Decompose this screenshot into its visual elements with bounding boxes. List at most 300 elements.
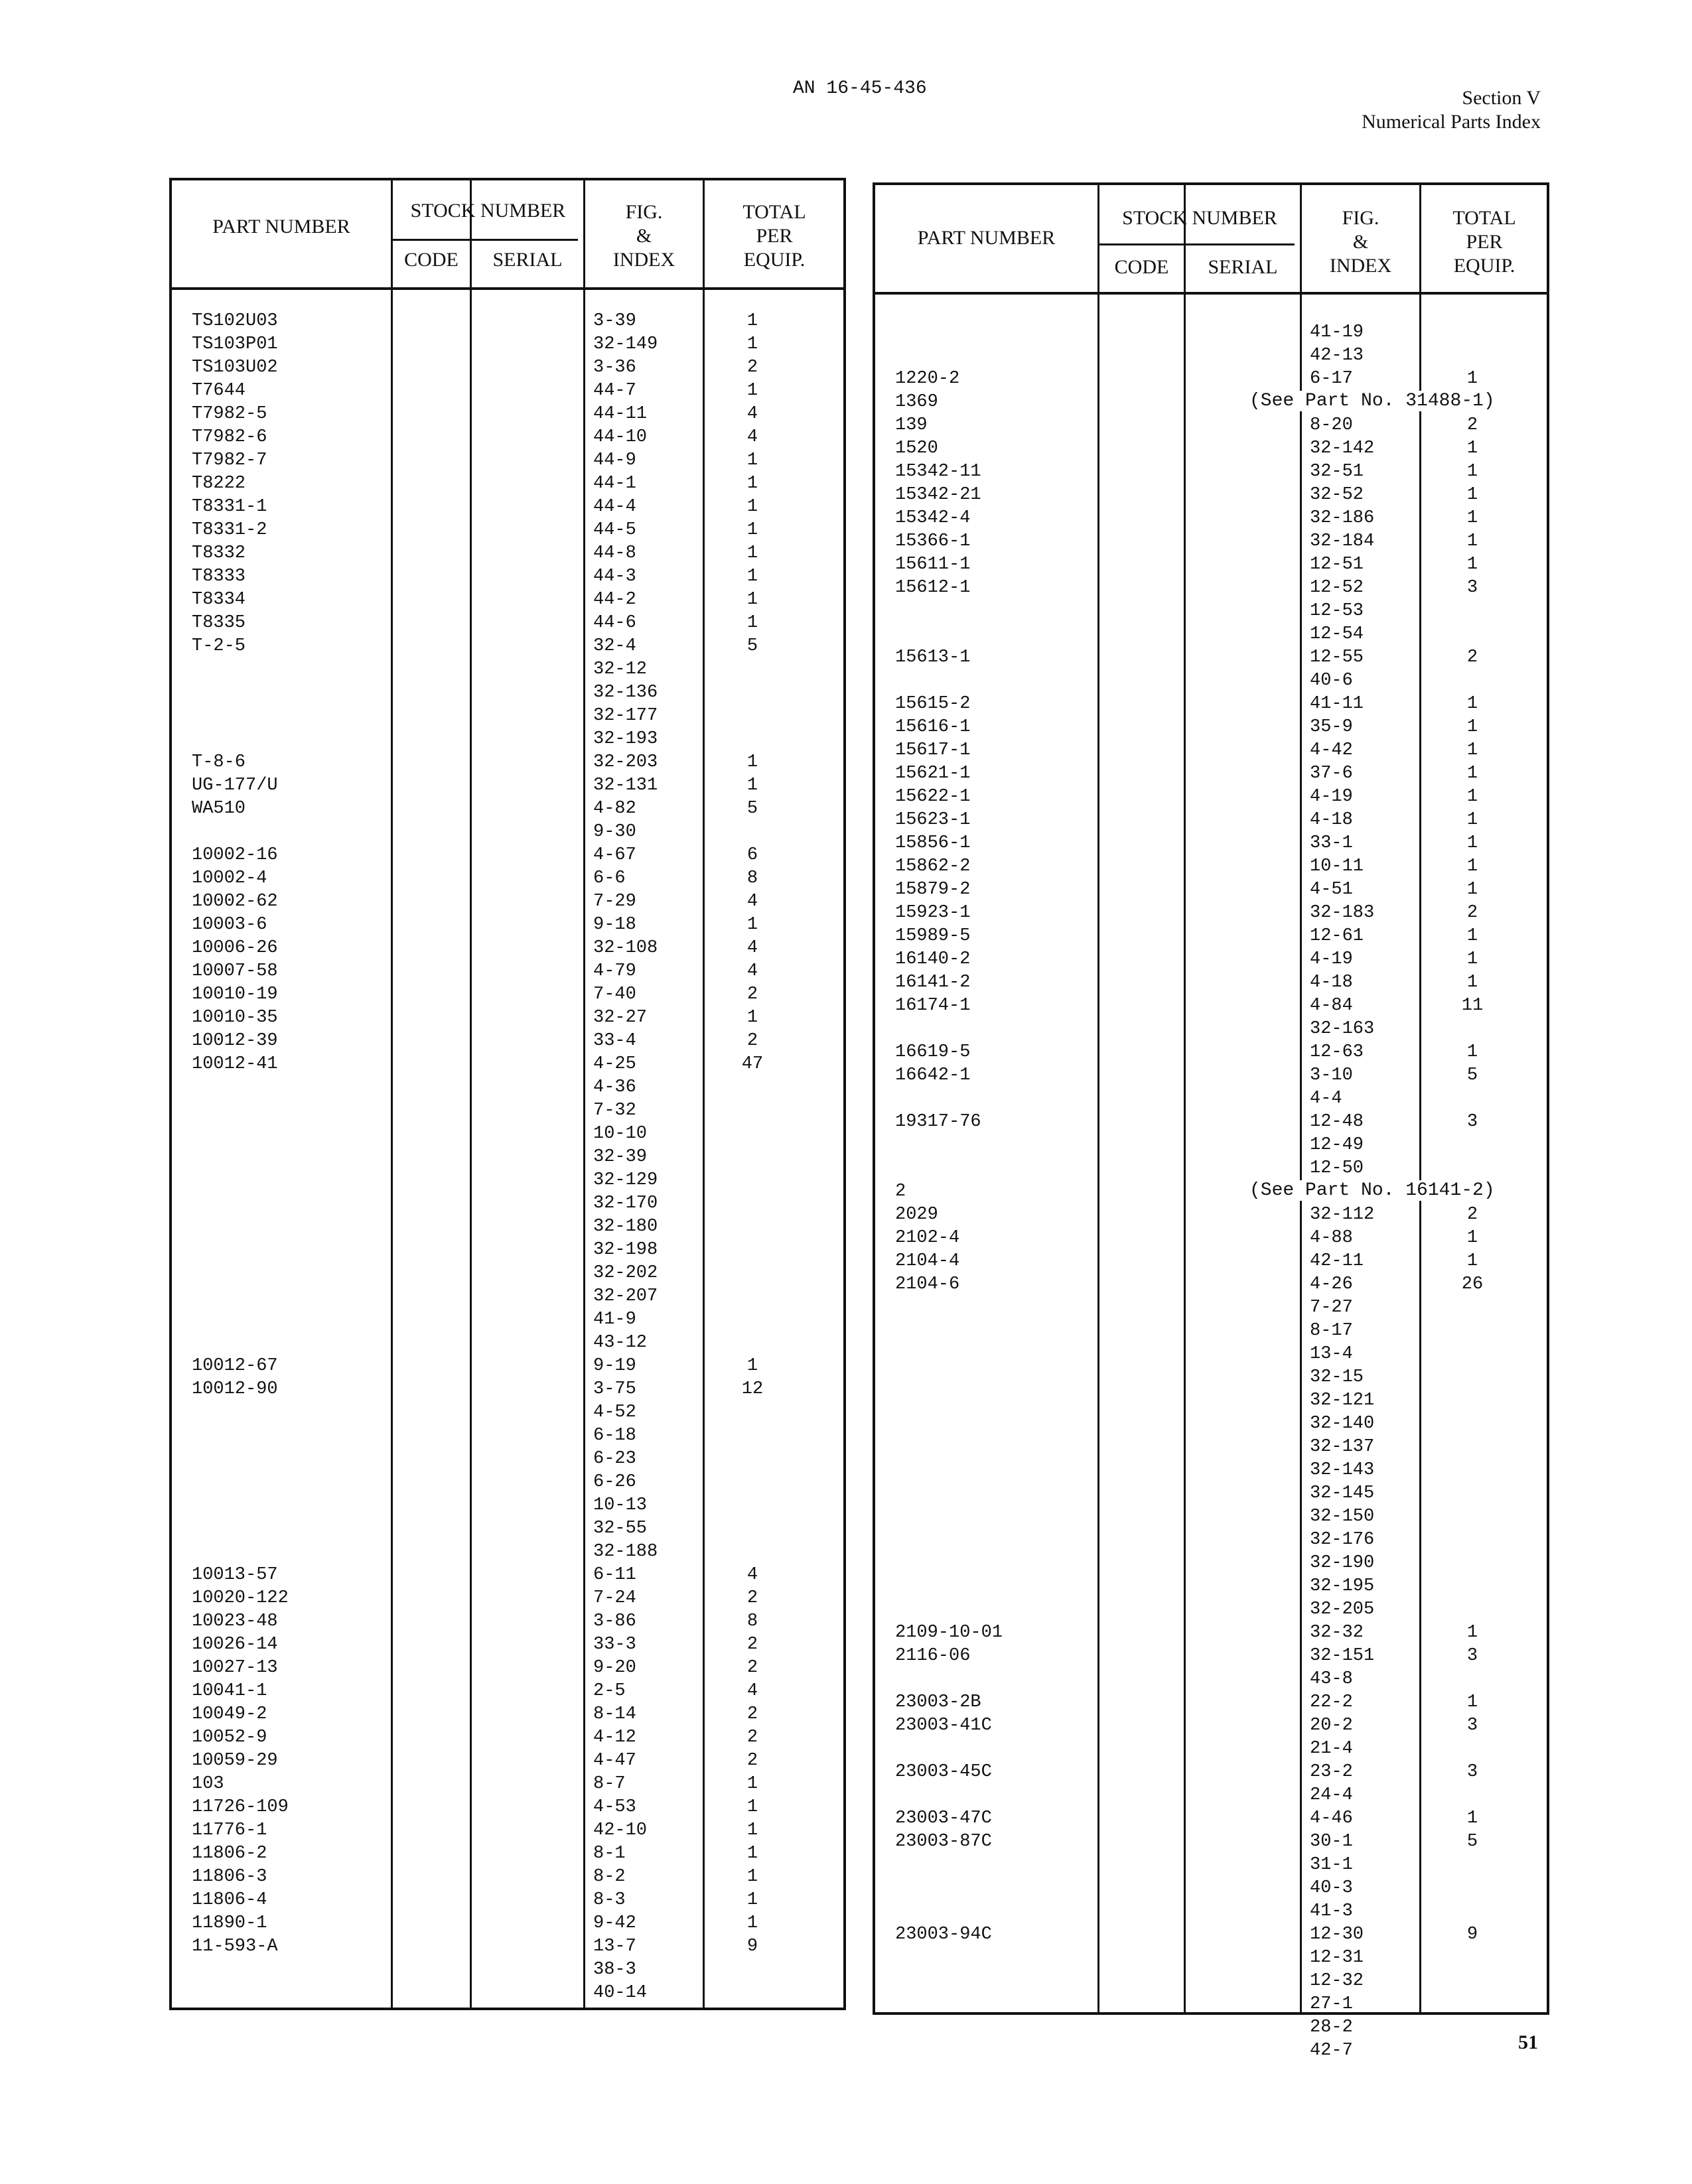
part-number-cell: 10023-48: [192, 1611, 278, 1631]
header-stock-number: STOCK NUMBER: [1122, 207, 1277, 229]
fig-index-cell: 4-19: [1310, 787, 1353, 807]
header-code: CODE: [1114, 256, 1169, 278]
part-number-cell: 15611-1: [895, 555, 971, 575]
part-number-cell: [895, 1529, 1094, 1552]
part-number-cell: [192, 1308, 384, 1331]
fig-index-cell: 40-3: [1310, 1878, 1353, 1898]
fig-index-cell: 7-32: [593, 1101, 636, 1121]
fig-index-cell: 32-131: [593, 776, 658, 795]
total-cell: [716, 1471, 789, 1494]
total-cell: 1: [746, 1820, 758, 1840]
part-number-cell: [895, 1018, 1094, 1041]
document-number: AN 16-45-436: [793, 78, 927, 99]
total-cell: 2: [1466, 415, 1478, 435]
part-number-cell: 15856-1: [895, 833, 971, 853]
part-number-cell: [895, 344, 1094, 368]
total-cell: 1: [746, 450, 758, 470]
part-number-cell: [192, 705, 384, 728]
total-cell: [1429, 623, 1516, 646]
fig-index-cell: 13-7: [593, 1937, 636, 1956]
fig-index-cell: 4-18: [1310, 810, 1353, 830]
fig-index-cell: 32-176: [1310, 1530, 1375, 1550]
total-cell: [1429, 600, 1516, 623]
total-cell: 4: [746, 938, 758, 958]
total-cell: [716, 1424, 789, 1448]
fig-index-cell: 32-108: [593, 938, 658, 958]
part-number-cell: [895, 1412, 1094, 1436]
fig-index-cell: 6-26: [593, 1472, 636, 1492]
fig-index-cell: 32-140: [1310, 1414, 1375, 1434]
part-number-cell: 11806-3: [192, 1867, 267, 1887]
section-title: Numerical Parts Index: [1362, 111, 1541, 133]
fig-index-cell: 32-39: [593, 1147, 648, 1167]
see-part-note: (See Part No. 16141-2): [1247, 1180, 1498, 1201]
part-number-cell: 10006-26: [192, 938, 278, 958]
part-number-cell: 11806-4: [192, 1890, 267, 1910]
fig-index-cell: 32-4: [593, 636, 636, 656]
total-cell: [1429, 1668, 1516, 1691]
total-cell: [1429, 2039, 1516, 2063]
part-number-cell: [895, 1389, 1094, 1412]
total-cell: 1: [1466, 485, 1478, 505]
part-number-cell: 23003-47C: [895, 1809, 992, 1828]
fig-index-cell: 30-1: [1310, 1832, 1353, 1852]
fig-index-cell: 32-12: [593, 659, 648, 679]
total-cell: 1: [1466, 949, 1478, 969]
fig-index-cell: 41-19: [1310, 322, 1364, 342]
part-number-cell: 2: [895, 1182, 906, 1201]
part-number-cell: [192, 1331, 384, 1355]
total-cell: 26: [1461, 1274, 1484, 1294]
total-cell: 9: [746, 1937, 758, 1956]
fig-index-cell: 12-63: [1310, 1042, 1364, 1062]
part-number-cell: 16619-5: [895, 1042, 971, 1062]
fig-index-cell: 44-4: [593, 497, 636, 517]
part-number-cell: [192, 1401, 384, 1424]
part-number-cell: T8222: [192, 474, 246, 494]
fig-index-cell: 4-84: [1310, 996, 1353, 1016]
total-cell: [716, 1448, 789, 1471]
fig-index-cell: 32-177: [593, 706, 658, 726]
total-cell: 8: [746, 1611, 758, 1631]
fig-index-cell: 32-137: [1310, 1437, 1375, 1457]
part-number-cell: [192, 1169, 384, 1192]
total-cell: 2: [746, 1751, 758, 1771]
total-cell: 1: [1466, 717, 1478, 737]
fig-index-cell: 32-51: [1310, 462, 1364, 482]
fig-index-cell: 4-25: [593, 1054, 636, 1074]
total-cell: 9: [1466, 1925, 1478, 1945]
fig-index-cell: 32-207: [593, 1286, 658, 1306]
section-header: [1362, 86, 1541, 134]
total-cell: 1: [746, 497, 758, 517]
part-number-cell: [895, 1598, 1094, 1621]
right-part-number-column: [895, 321, 1094, 2063]
fig-index-cell: 41-3: [1310, 1901, 1353, 1921]
part-number-cell: 19317-76: [895, 1112, 981, 1132]
fig-index-cell: 12-61: [1310, 926, 1364, 946]
part-number-cell: [192, 1517, 384, 1540]
part-number-cell: [895, 1134, 1094, 1157]
part-number-cell: 11726-109: [192, 1797, 289, 1817]
total-cell: [1429, 1529, 1516, 1552]
header-stock-number: STOCK NUMBER: [410, 200, 566, 222]
fig-index-cell: 9-19: [593, 1356, 636, 1376]
total-cell: [1429, 321, 1516, 344]
total-cell: 1: [746, 567, 758, 586]
part-number-cell: 15616-1: [895, 717, 971, 737]
part-number-cell: [895, 669, 1094, 693]
part-number-cell: [192, 1192, 384, 1215]
part-number-cell: [895, 321, 1094, 344]
header-code: CODE: [404, 249, 458, 271]
total-cell: 1: [746, 1774, 758, 1794]
part-number-cell: 1520: [895, 439, 938, 458]
fig-index-cell: 43-12: [593, 1333, 648, 1353]
total-cell: 1: [746, 1867, 758, 1887]
total-cell: 3: [1466, 1762, 1478, 1782]
total-cell: 1: [746, 1844, 758, 1864]
part-number-cell: 23003-45C: [895, 1762, 992, 1782]
fig-index-cell: 9-42: [593, 1913, 636, 1933]
total-cell: 1: [1466, 926, 1478, 946]
part-number-cell: 15862-2: [895, 856, 971, 876]
header-part-number: PART NUMBER: [212, 216, 350, 238]
fig-index-cell: 42-13: [1310, 346, 1364, 366]
fig-index-cell: 32-150: [1310, 1507, 1375, 1527]
fig-index-cell: 13-4: [1310, 1344, 1353, 1364]
part-number-cell: 10012-67: [192, 1356, 278, 1376]
fig-index-cell: 9-18: [593, 915, 636, 935]
part-number-cell: T7644: [192, 381, 246, 401]
total-cell: 1: [1466, 1623, 1478, 1643]
part-number-cell: 23003-94C: [895, 1925, 992, 1945]
total-cell: 1: [746, 1890, 758, 1910]
left-part-number-column: [192, 310, 384, 2005]
total-cell: [1429, 1134, 1516, 1157]
part-number-cell: T7982-7: [192, 450, 267, 470]
part-number-cell: 10003-6: [192, 915, 267, 935]
total-cell: 2: [746, 1635, 758, 1655]
fig-index-cell: 12-53: [1310, 601, 1364, 621]
part-number-cell: [895, 1157, 1094, 1180]
part-number-cell: T-2-5: [192, 636, 246, 656]
part-number-cell: 2109-10-01: [895, 1623, 1003, 1643]
total-cell: [1429, 1389, 1516, 1412]
part-number-cell: 11890-1: [192, 1913, 267, 1933]
part-number-cell: [192, 728, 384, 751]
fig-index-cell: 43-8: [1310, 1669, 1353, 1689]
total-cell: [716, 705, 789, 728]
fig-index-cell: 32-52: [1310, 485, 1364, 505]
total-cell: 1: [1466, 1228, 1478, 1248]
part-number-cell: [895, 2039, 1094, 2063]
part-number-cell: 15621-1: [895, 764, 971, 784]
part-number-cell: [895, 2016, 1094, 2039]
part-number-cell: 1220-2: [895, 369, 960, 389]
fig-index-cell: 2-5: [593, 1681, 626, 1701]
left-parts-table: [169, 178, 846, 2010]
part-number-cell: TS102U03: [192, 311, 278, 331]
part-number-cell: [895, 1993, 1094, 2016]
fig-index-cell: 32-193: [593, 729, 658, 749]
fig-index-cell: 32-145: [1310, 1483, 1375, 1503]
fig-index-cell: 4-26: [1310, 1274, 1353, 1294]
total-cell: [1429, 1993, 1516, 2016]
fig-index-cell: 32-190: [1310, 1553, 1375, 1573]
total-cell: [716, 1401, 789, 1424]
fig-index-cell: 6-18: [593, 1426, 636, 1446]
part-number-cell: 10020-122: [192, 1588, 289, 1608]
total-cell: 1: [746, 1797, 758, 1817]
header-fig-index: FIG. & INDEX: [1329, 207, 1392, 277]
part-number-cell: [895, 1900, 1094, 1923]
part-number-cell: [192, 1239, 384, 1262]
part-number-cell: 16174-1: [895, 996, 971, 1016]
fig-index-cell: 4-42: [1310, 740, 1353, 760]
total-cell: [716, 1262, 789, 1285]
total-cell: 1: [746, 776, 758, 795]
part-number-cell: [895, 1784, 1094, 1807]
part-number-cell: 15923-1: [895, 903, 971, 923]
fig-index-cell: 9-20: [593, 1658, 636, 1678]
part-number-cell: 23003-41C: [895, 1716, 992, 1736]
fig-index-cell: 8-17: [1310, 1321, 1353, 1341]
total-cell: [1429, 1505, 1516, 1529]
part-number-cell: 10026-14: [192, 1635, 278, 1655]
total-cell: [716, 1099, 789, 1123]
fig-index-cell: 3-75: [593, 1379, 636, 1399]
total-cell: 2: [746, 1658, 758, 1678]
part-number-cell: [192, 1099, 384, 1123]
fig-index-cell: 10-11: [1310, 856, 1364, 876]
total-cell: 1: [1466, 880, 1478, 900]
part-number-cell: [192, 658, 384, 681]
part-number-cell: 2029: [895, 1205, 938, 1225]
total-cell: [716, 1239, 789, 1262]
part-number-cell: 10059-29: [192, 1751, 278, 1771]
total-cell: 1: [746, 1008, 758, 1028]
fig-index-cell: 32-195: [1310, 1576, 1375, 1596]
total-cell: [716, 1982, 789, 2005]
part-number-cell: 103: [192, 1774, 224, 1794]
fig-index-cell: 42-11: [1310, 1251, 1364, 1271]
total-cell: 47: [741, 1054, 764, 1074]
fig-index-cell: 32-202: [593, 1263, 658, 1283]
total-cell: [716, 728, 789, 751]
total-cell: [1429, 1877, 1516, 1900]
fig-index-cell: 4-46: [1310, 1809, 1353, 1828]
part-number-cell: 10027-13: [192, 1658, 278, 1678]
total-cell: [716, 1123, 789, 1146]
fig-index-cell: 10-13: [593, 1495, 648, 1515]
part-number-cell: [192, 1262, 384, 1285]
part-number-cell: T-8-6: [192, 752, 246, 772]
part-number-cell: [895, 1296, 1094, 1320]
total-cell: 1: [1466, 787, 1478, 807]
part-number-cell: [895, 1436, 1094, 1459]
total-cell: 1: [746, 311, 758, 331]
fig-index-cell: 27-1: [1310, 1994, 1353, 2014]
header-serial: SERIAL: [1208, 256, 1278, 278]
fig-index-cell: 42-10: [593, 1820, 648, 1840]
total-cell: [1429, 1157, 1516, 1180]
part-number-cell: 16642-1: [895, 1065, 971, 1085]
part-number-cell: 15342-21: [895, 485, 981, 505]
section-label: Section V: [1462, 87, 1541, 109]
total-cell: [1429, 1412, 1516, 1436]
part-number-cell: 15613-1: [895, 648, 971, 667]
part-number-cell: 10052-9: [192, 1728, 267, 1747]
part-number-cell: [895, 1320, 1094, 1343]
fig-index-cell: 37-6: [1310, 764, 1353, 784]
fig-index-cell: 4-19: [1310, 949, 1353, 969]
fig-index-cell: 32-180: [593, 1217, 658, 1237]
fig-index-cell: 3-39: [593, 311, 636, 331]
part-number-cell: 15615-2: [895, 694, 971, 714]
part-number-cell: [895, 1482, 1094, 1505]
part-number-cell: [895, 1738, 1094, 1761]
fig-index-cell: 41-9: [593, 1310, 636, 1330]
total-cell: 2: [746, 358, 758, 377]
see-part-note: (See Part No. 31488-1): [1247, 391, 1498, 411]
fig-index-cell: 4-18: [1310, 973, 1353, 992]
total-cell: [716, 1146, 789, 1169]
part-number-cell: 15622-1: [895, 787, 971, 807]
fig-index-cell: 32-32: [1310, 1623, 1364, 1643]
total-cell: [1429, 1018, 1516, 1041]
fig-index-cell: 32-203: [593, 752, 658, 772]
fig-index-cell: 3-10: [1310, 1065, 1353, 1085]
fig-index-cell: 32-205: [1310, 1600, 1375, 1619]
fig-index-cell: 4-4: [1310, 1089, 1342, 1109]
fig-index-cell: 8-2: [593, 1867, 626, 1887]
total-cell: [716, 1958, 789, 1982]
total-cell: [1429, 1738, 1516, 1761]
part-number-cell: 2116-06: [895, 1646, 971, 1666]
total-cell: [1429, 1320, 1516, 1343]
total-cell: 2: [746, 1704, 758, 1724]
part-number-cell: [192, 1958, 384, 1982]
part-number-cell: TS103U02: [192, 358, 278, 377]
fig-index-cell: 32-186: [1310, 508, 1375, 528]
total-cell: [1429, 1436, 1516, 1459]
part-number-cell: [895, 1459, 1094, 1482]
part-number-cell: [192, 1982, 384, 2005]
total-cell: 1: [746, 1913, 758, 1933]
part-number-cell: 23003-87C: [895, 1832, 992, 1852]
total-cell: 2: [1466, 648, 1478, 667]
fig-index-cell: 7-29: [593, 892, 636, 912]
part-number-cell: 15342-4: [895, 508, 971, 528]
fig-index-cell: 33-3: [593, 1635, 636, 1655]
total-cell: 4: [746, 961, 758, 981]
part-number-cell: [192, 1123, 384, 1146]
part-number-cell: 16141-2: [895, 973, 971, 992]
total-cell: 5: [746, 799, 758, 819]
fig-index-cell: 44-11: [593, 404, 648, 424]
total-cell: 4: [746, 1565, 758, 1585]
part-number-cell: 10002-4: [192, 868, 267, 888]
fig-index-cell: 32-184: [1310, 531, 1375, 551]
total-cell: [1429, 1900, 1516, 1923]
fig-index-cell: 42-7: [1310, 2041, 1353, 2061]
fig-index-cell: 44-5: [593, 520, 636, 540]
part-number-cell: T7982-6: [192, 427, 267, 447]
part-number-cell: 11-593-A: [192, 1937, 278, 1956]
total-cell: [1429, 1598, 1516, 1621]
part-number-cell: [895, 1668, 1094, 1691]
total-cell: 1: [1466, 1809, 1478, 1828]
part-number-cell: [192, 1494, 384, 1517]
part-number-cell: [895, 1087, 1094, 1111]
right-parts-table: [873, 182, 1549, 2061]
part-number-cell: [895, 1552, 1094, 1575]
fig-index-cell: 32-183: [1310, 903, 1375, 923]
part-number-cell: T8335: [192, 613, 246, 633]
part-number-cell: 15342-11: [895, 462, 981, 482]
fig-index-cell: 10-10: [593, 1124, 648, 1144]
fig-index-cell: 32-163: [1310, 1019, 1375, 1039]
fig-index-cell: 32-188: [593, 1542, 658, 1562]
total-cell: 1: [746, 474, 758, 494]
fig-index-cell: 32-143: [1310, 1460, 1375, 1480]
fig-index-cell: 4-47: [593, 1751, 636, 1771]
fig-index-cell: 4-67: [593, 845, 636, 865]
total-cell: [716, 821, 789, 844]
fig-index-cell: 7-24: [593, 1588, 636, 1608]
fig-index-cell: 38-3: [593, 1960, 636, 1980]
part-number-cell: 2104-6: [895, 1274, 960, 1294]
total-cell: [1429, 1575, 1516, 1598]
total-cell: 12: [741, 1379, 764, 1399]
header-total-per-equip: TOTAL PER EQUIP.: [742, 201, 806, 271]
total-cell: 5: [746, 636, 758, 656]
fig-index-cell: 32-15: [1310, 1367, 1364, 1387]
fig-index-cell: 8-20: [1310, 415, 1353, 435]
fig-index-cell: 12-31: [1310, 1948, 1364, 1968]
fig-index-cell: 32-129: [593, 1170, 658, 1190]
total-cell: 2: [746, 1588, 758, 1608]
part-number-cell: 10012-90: [192, 1379, 278, 1399]
left-fig-index-column: [593, 310, 699, 2005]
part-number-cell: [192, 1448, 384, 1471]
part-number-cell: 15612-1: [895, 578, 971, 598]
fig-index-cell: 4-36: [593, 1077, 636, 1097]
part-number-cell: WA510: [192, 799, 246, 819]
total-cell: 1: [1466, 439, 1478, 458]
total-cell: 1: [746, 613, 758, 633]
part-number-cell: [192, 1146, 384, 1169]
part-number-cell: 10002-16: [192, 845, 278, 865]
part-number-cell: [192, 681, 384, 705]
total-cell: [716, 658, 789, 681]
total-cell: [716, 1192, 789, 1215]
total-cell: 1: [1466, 856, 1478, 876]
fig-index-cell: 28-2: [1310, 2017, 1353, 2037]
total-cell: 1: [1466, 508, 1478, 528]
total-cell: [716, 1076, 789, 1099]
fig-index-cell: 6-6: [593, 868, 626, 888]
fig-index-cell: 40-6: [1310, 671, 1353, 691]
part-number-cell: T7982-5: [192, 404, 267, 424]
total-cell: 1: [1466, 973, 1478, 992]
total-cell: [1429, 1459, 1516, 1482]
fig-index-cell: 12-49: [1310, 1135, 1364, 1155]
total-cell: 1: [1466, 694, 1478, 714]
fig-index-cell: 12-32: [1310, 1971, 1364, 1991]
fig-index-cell: 44-8: [593, 543, 636, 563]
